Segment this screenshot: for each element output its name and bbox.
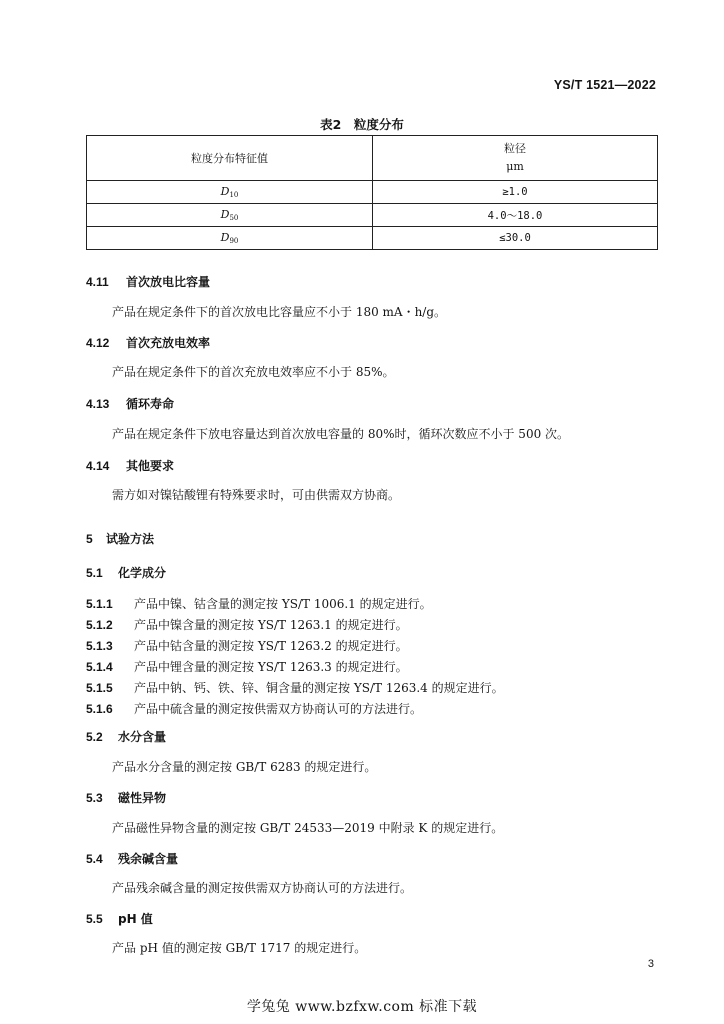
col-header-particle-size-label: 粒径 <box>504 142 526 155</box>
subsection-number: 5.1.5 <box>86 681 113 695</box>
subsection-5-1-6 <box>86 700 422 717</box>
symbol: D <box>220 231 230 244</box>
section-title: 首次充放电效率 <box>126 336 211 350</box>
table-row <box>87 204 658 227</box>
section-title: 化学成分 <box>118 566 167 580</box>
section-title: 试验方法 <box>106 532 155 546</box>
section-text-5-3: 产品磁性异物含量的测定按 GB/T 24533—2019 中附录 K 的规定进行。 <box>112 821 504 835</box>
section-title: 磁性异物 <box>118 791 167 805</box>
page-number: 3 <box>647 958 654 970</box>
characteristic-cell <box>87 181 373 204</box>
section-number: 4.14 <box>86 459 110 473</box>
standard-code: YS/T 1521—2022 <box>553 78 656 92</box>
subsection-text: 产品中钠、钙、铁、锌、铜含量的测定按 YS/T 1263.4 的规定进行。 <box>134 681 504 695</box>
symbol-subscript: 90 <box>229 237 239 245</box>
subsection-text: 产品中硫含量的测定按供需双方协商认可的方法进行。 <box>134 702 423 716</box>
section-text-4-13: 产品在规定条件下放电容量达到首次放电容量的 80%时，循环次数应不小于 500 次。 <box>112 427 570 441</box>
section-number: 5.1 <box>86 566 103 580</box>
watermark: 学兔兔 www.bzfxw.com 标准下载 <box>246 999 478 1015</box>
section-number: 5.4 <box>86 852 103 866</box>
section-text-5-5: 产品 pH 值的测定按 GB/T 1717 的规定进行。 <box>112 941 367 955</box>
section-number: 5.2 <box>86 730 103 744</box>
subsection-5-1-5 <box>86 679 504 696</box>
section-heading-5-5 <box>86 910 153 927</box>
value-cell: ≤30.0 <box>373 227 658 250</box>
section-text-5-4: 产品残余碱含量的测定按供需双方协商认可的方法进行。 <box>112 881 413 895</box>
subsection-5-1-2 <box>86 616 408 633</box>
section-title: 首次放电比容量 <box>126 275 211 289</box>
section-number: 5 <box>86 532 93 546</box>
section-text-4-11: 产品在规定条件下的首次放电比容量应不小于 180 mA・h/g。 <box>112 305 447 319</box>
symbol: D <box>220 208 230 221</box>
section-text-4-14: 需方如对镍钴酸锂有特殊要求时，可由供需双方协商。 <box>112 488 401 502</box>
section-number: 4.13 <box>86 397 110 411</box>
subsection-text: 产品中锂含量的测定按 YS/T 1263.3 的规定进行。 <box>134 660 408 674</box>
value-cell: ≥1.0 <box>373 181 658 204</box>
subsection-5-1-3 <box>86 637 408 654</box>
section-heading-5 <box>86 530 154 547</box>
subsection-5-1-4 <box>86 658 408 675</box>
section-heading-4-13 <box>86 395 174 412</box>
subsection-number: 5.1.1 <box>86 597 113 611</box>
particle-size-table <box>86 135 658 250</box>
section-heading-4-12 <box>86 334 210 351</box>
characteristic-cell <box>87 204 373 227</box>
subsection-text: 产品中镍含量的测定按 YS/T 1263.1 的规定进行。 <box>134 618 408 632</box>
section-title: 水分含量 <box>118 730 167 744</box>
section-title: 循环寿命 <box>126 397 175 411</box>
section-heading-5-1 <box>86 564 166 581</box>
subsection-5-1-1 <box>86 595 432 612</box>
value-cell: 4.0～18.0 <box>373 204 658 227</box>
subsection-text: 产品中钴含量的测定按 YS/T 1263.2 的规定进行。 <box>134 639 408 653</box>
section-number: 5.3 <box>86 791 103 805</box>
subsection-number: 5.1.3 <box>86 639 113 653</box>
section-text-4-12: 产品在规定条件下的首次充放电效率应不小于 85%。 <box>112 365 395 379</box>
section-heading-5-3 <box>86 789 166 806</box>
col-header-particle-size <box>373 136 658 181</box>
section-number: 5.5 <box>86 912 103 926</box>
subsection-text: 产品中镍、钴含量的测定按 YS/T 1006.1 的规定进行。 <box>134 597 432 611</box>
col-header-unit: μm <box>506 160 524 173</box>
section-heading-5-4 <box>86 850 178 867</box>
section-number: 4.11 <box>86 275 109 289</box>
section-title: 残余碱含量 <box>118 852 179 866</box>
section-title: pH 值 <box>118 912 153 926</box>
subsection-number: 5.1.4 <box>86 660 113 674</box>
symbol: D <box>220 185 230 198</box>
section-heading-4-11 <box>86 273 210 290</box>
symbol-subscript: 10 <box>229 191 239 199</box>
symbol-subscript: 50 <box>229 214 239 222</box>
table-row <box>87 181 658 204</box>
subsection-number: 5.1.2 <box>86 618 113 632</box>
subsection-number: 5.1.6 <box>86 702 113 716</box>
col-header-characteristic: 粒度分布特征值 <box>87 136 373 181</box>
section-text-5-2: 产品水分含量的测定按 GB/T 6283 的规定进行。 <box>112 760 377 774</box>
table-title: 表2 粒度分布 <box>320 117 404 132</box>
characteristic-cell <box>87 227 373 250</box>
table-row <box>87 227 658 250</box>
section-title: 其他要求 <box>126 459 175 473</box>
section-heading-5-2 <box>86 728 166 745</box>
table-header-row <box>87 136 658 181</box>
section-heading-4-14 <box>86 457 174 474</box>
section-number: 4.12 <box>86 336 110 350</box>
